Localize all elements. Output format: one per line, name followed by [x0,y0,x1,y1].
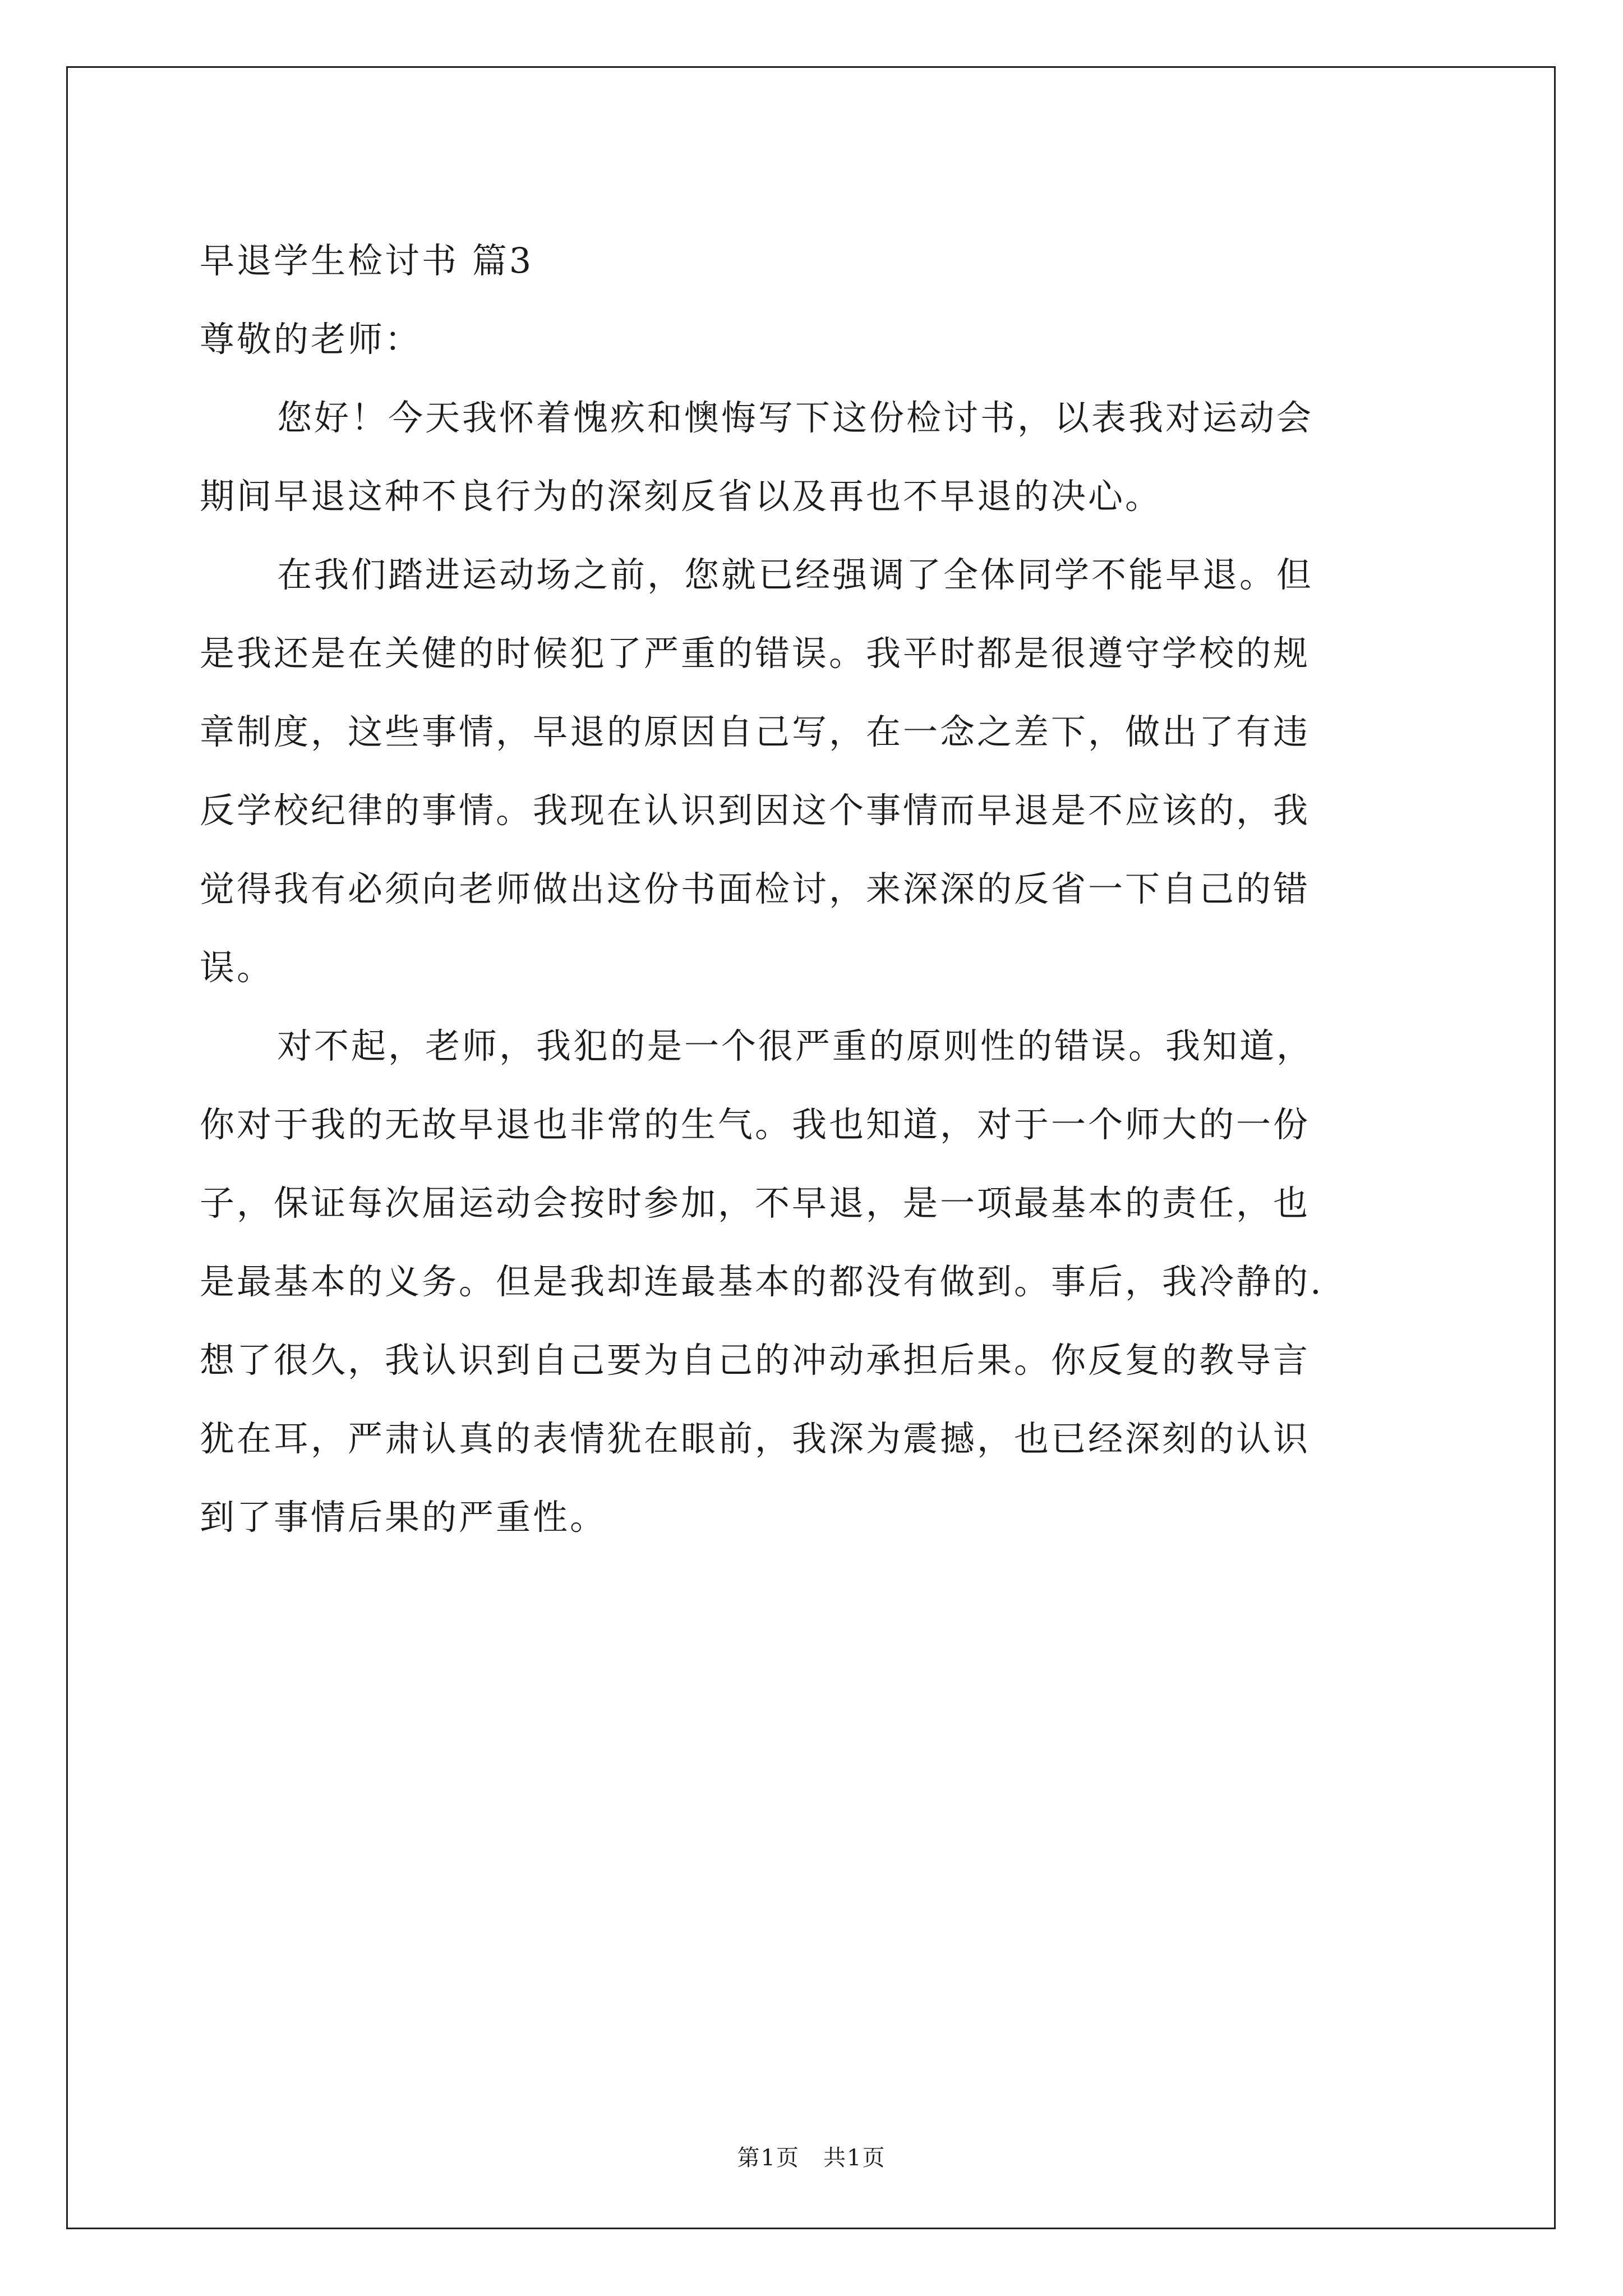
paragraph-line: 您好！今天我怀着愧疚和懊悔写下这份检讨书，以表我对运动会 [277,397,1314,438]
paragraph-line: 子，保证每次届运动会按时参加，不早退，是一项最基本的责任，也 [200,1182,1311,1223]
paragraph-line: 对不起，老师，我犯的是一个很严重的原则性的错误。我知道， [277,1025,1314,1066]
paragraph-line: 误。 [200,947,274,988]
paragraph-line: 反学校纪律的事情。我现在认识到因这个事情而早退是不应该的，我 [200,790,1311,831]
paragraph-line: 在我们踏进运动场之前，您就已经强调了全体同学不能早退。但 [277,554,1314,595]
paragraph-line: 犹在耳，严肃认真的表情犹在眼前，我深为震撼，也已经深刻的认识 [200,1418,1311,1459]
paragraph-line: 期间早退这种不良行为的深刻反省以及再也不早退的决心。 [200,476,1163,517]
paragraph-line: 是我还是在关健的时候犯了严重的错误。我平时都是很遵守学校的规 [200,633,1311,674]
document-title: 早退学生检讨书 篇3 [200,240,534,281]
paragraph-3 [200,1007,1433,1557]
paragraph-line: 你对于我的无故早退也非常的生气。我也知道，对于一个师大的一份 [200,1104,1311,1145]
paragraph-line: 是最基本的义务。但是我却连最基本的都没有做到。事后，我冷静的. [200,1261,1324,1302]
paragraph-line: 到了事情后果的严重性。 [200,1497,607,1538]
paragraph-line: 想了很久，我认识到自己要为自己的冲动承担后果。你反复的教导言 [200,1340,1311,1381]
page-number-footer: 第1页 共1页 [737,2145,886,2171]
paragraph-2 [200,536,1433,1007]
salutation: 尊敬的老师： [200,319,422,360]
paragraph-line: 觉得我有必须向老师做出这份书面检讨，来深深的反省一下自己的错 [200,868,1311,909]
paragraph-1 [200,379,1433,536]
document-body [200,222,1433,1557]
paragraph-line: 章制度，这些事情，早退的原因自己写，在一念之差下，做出了有违 [200,711,1311,752]
